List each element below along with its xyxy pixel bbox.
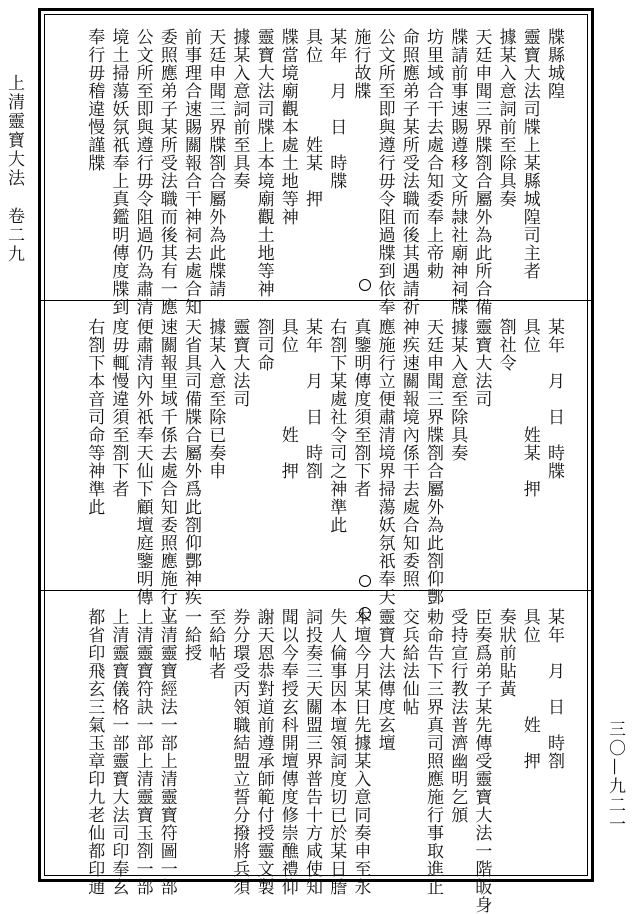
text-column: 靈寶大法司 <box>471 318 492 408</box>
text-column: 臣奏爲弟子某先傳受靈寶大法一階皈身 <box>471 608 492 914</box>
text-column: 券分環受丙領職結盟立誓分撥將兵須 <box>229 608 250 896</box>
text-panel-bottom <box>48 598 592 914</box>
text-column: 勅命告下三界真司照應施行事取進止 <box>423 608 443 896</box>
text-column: 具位 姓某 押 <box>519 318 540 498</box>
text-column: 天廷申聞三界牒劄合屬外為此劄仰酆 <box>423 318 443 606</box>
text-panel-middle <box>48 308 592 624</box>
text-column: 至給帖者 <box>205 608 226 680</box>
text-column: 據某入意詞前至除具奏 <box>495 28 516 208</box>
text-column: 據某入意至除已奏申 <box>205 318 226 480</box>
text-column: 牒請前事速賜遵移文所隷社廟神祠牒 <box>447 28 468 316</box>
text-column: 詞投奏三天關盟三界普告十方咸使知 <box>302 608 322 896</box>
text-column: 劄司命 <box>253 318 274 372</box>
text-column: 謝天恩恭對道前遵承師範付授靈文製 <box>253 608 274 896</box>
text-column: 受持宣行教法普濟幽明乞頒 <box>447 608 468 824</box>
text-column: 坊里域合干去處合知委奉上帝勅 <box>423 28 443 280</box>
text-column: 右劄下本音司命等神準此 <box>84 318 105 516</box>
text-column: 靈寶大法司 <box>229 318 250 408</box>
text-column: 劄社令 <box>495 318 516 372</box>
text-column: 一給授 <box>181 608 201 662</box>
book-title-margin: 上清靈寶大法 卷二九 <box>4 74 24 264</box>
text-column: 靈寶大法傳度玄壇 <box>374 608 395 752</box>
text-column: 牒縣城隍 <box>544 28 564 100</box>
text-column: 某年 月 日 時牒 <box>544 318 564 480</box>
text-column: 神疾速關報境內係干去處合知委照 <box>398 318 419 588</box>
text-column: 天廷申聞三界牒劄合屬外為此牒請 <box>205 28 226 298</box>
text-column: 前事理合速賜關報合干神祠去處合知 <box>181 28 201 316</box>
text-column: 右劄下某處社令司之神準此 <box>326 318 347 534</box>
text-column: 具位 姓某 押 <box>302 28 322 208</box>
text-column: 速關報里域千係去處合知委照應施行立 <box>156 318 177 624</box>
text-column: 奉行毋稽違慢謹牒 <box>84 28 105 172</box>
text-column: 靈寶大法司牒上本境廟觀土地等神 <box>253 28 274 298</box>
text-column: 聞以今奉授玄科開壇傳度修崇醮禮仰 <box>277 608 298 896</box>
text-column: 都省印飛玄三氣玉章印九老仙都印通 <box>84 608 105 896</box>
text-column: 具位 姓 押 <box>519 608 540 770</box>
page-number-margin: 三〇—九二一 <box>605 720 625 834</box>
text-column: 據某入意詞前至具奏 <box>229 28 250 190</box>
text-column: 應施行立便肅清境界掃蕩妖氛祇奉天 <box>374 318 395 606</box>
panel-divider-2 <box>41 590 591 591</box>
text-column: 度毋輒慢違須至劄下者 <box>108 318 129 498</box>
text-column: 公文所至即與遵行毋令阻過牒到依奉 <box>374 28 395 316</box>
text-column: 施行故牒 <box>350 28 371 100</box>
text-column: 天廷申聞三界牒劄合屬外為此所合備 <box>471 28 492 316</box>
text-column: 靈寶大法司牒上某縣城隍司主者 <box>519 28 540 280</box>
text-column: 失人倫事因本壇領詞度切已於某日謄 <box>326 608 347 896</box>
text-column: 上清靈寶符訣一部上清靈寶玉劄一部 <box>132 608 153 896</box>
text-column: 交兵給法仙帖 <box>398 608 419 716</box>
text-column: 本壇今月某日先據某入意同奏申至永 <box>350 608 371 896</box>
text-column: 公文所至即與遵行毋令阻過仍為肅清 <box>132 28 153 316</box>
text-column: 某年 月 日 時劄 <box>302 318 322 480</box>
text-column: 某年 月 日 時牒 <box>326 28 347 190</box>
text-column: 天省具司備牒合屬外爲此劄仰酆神疾 <box>181 318 201 606</box>
text-column: 委照應弟子某所受法職而後其有一應 <box>156 28 177 316</box>
text-column: 據某入意至除具奏 <box>447 318 468 462</box>
text-column: 便肅清內外祇奉天仙下顧壇庭鑒明傳 <box>132 318 153 606</box>
text-column: 上清靈寶經法一部上清靈寶符圖一部 <box>156 608 177 896</box>
text-column: 境土掃蕩妖氛祇奉上真鑑明傳度牒到 <box>108 28 129 316</box>
text-column: 命照應弟子某所受法職而後其遇請祈 <box>398 28 419 316</box>
text-column: 某年 月 日 時劄 <box>544 608 564 770</box>
text-column: 上清靈寶儀格一部靈寶大法司印奉玄 <box>108 608 129 896</box>
text-column: 奏狀前貼黃 <box>495 608 516 698</box>
text-column: 具位 姓 押 <box>277 318 298 480</box>
text-column: 真鑒明傳度須至劄下者 <box>350 318 371 498</box>
text-column: 牒當境廟觀本處土地等神 <box>277 28 298 226</box>
text-panel-top <box>48 18 592 316</box>
